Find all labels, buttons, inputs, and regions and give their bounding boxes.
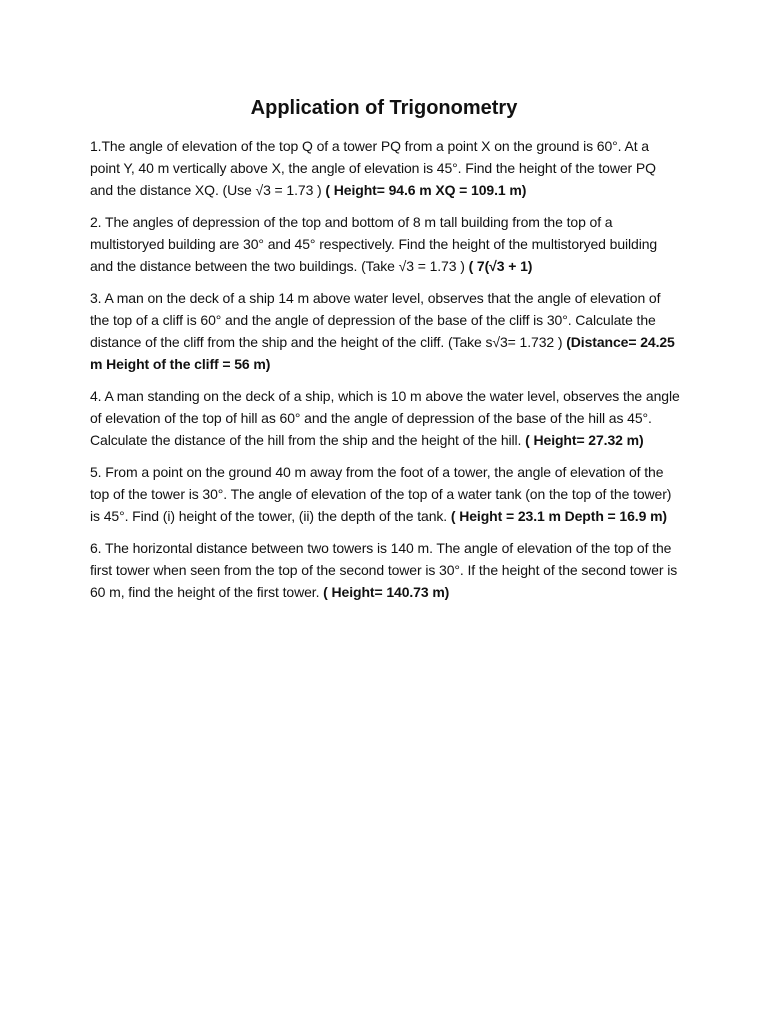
question-5 [90, 461, 682, 527]
question-list [90, 135, 682, 613]
question-text: 6. The horizontal distance between two towers is 140 m. The angle of elevation of the top of the first tower when seen from the top of the second tower is 30°. If the height of the second tower is 60 m, find the height of the first tower. [90, 540, 678, 600]
question-4 [90, 385, 682, 451]
question-2 [90, 211, 682, 277]
question-text: 3. A man on the deck of a ship 14 m above water level, observes that the angle of elevation of the top of a cliff is 60° and the angle of depression of the base of the cliff is 30°. Calculate the distance of the cliff from the ship and the height of the cliff. (Take s√3= 1.732 ) [90, 290, 661, 350]
question-text: 1.The angle of elevation of the top Q of a tower PQ from a point X on the ground is 60°. At a point Y, 40 m vertically above X, the angle of elevation is 45°. Find the height of the tower PQ and the distance XQ. (Use √3 = 1.73 ) [90, 138, 656, 198]
page-title: Application of Trigonometry [250, 97, 518, 119]
question-text: 5. From a point on the ground 40 m away from the foot of a tower, the angle of elevation of the top of the tower is 30°. The angle of elevation of the top of a water tank (on the top of the tower) is 45°. Find (i) height of the tower, (ii) the depth of the tank. [90, 464, 672, 524]
question-6 [90, 537, 682, 603]
question-answer: ( 7(√3 + 1) [468, 258, 533, 274]
question-1 [90, 135, 682, 201]
question-answer: ( Height= 27.32 m) [525, 432, 644, 448]
question-text: 4. A man standing on the deck of a ship, which is 10 m above the water level, observes the angle of elevation of the top of hill as 60° and the angle of depression of the base of the hill as 45°. Calculate the distance of the hill from the ship and the height of the hill. [90, 388, 680, 448]
question-answer: ( Height= 94.6 m XQ = 109.1 m) [325, 182, 527, 198]
question-answer: ( Height = 23.1 m Depth = 16.9 m) [450, 508, 667, 524]
question-3 [90, 287, 682, 375]
question-text: 2. The angles of depression of the top and bottom of 8 m tall building from the top of a multistoryed building are 30° and 45° respectively. Find the height of the multistoryed building and the distance between the two buildings. (Take √3 = 1.73 ) [90, 214, 658, 274]
question-answer: ( Height= 140.73 m) [323, 584, 450, 600]
question-answer: (Distance= 24.25 m Height of the cliff = 56 m) [90, 334, 675, 372]
